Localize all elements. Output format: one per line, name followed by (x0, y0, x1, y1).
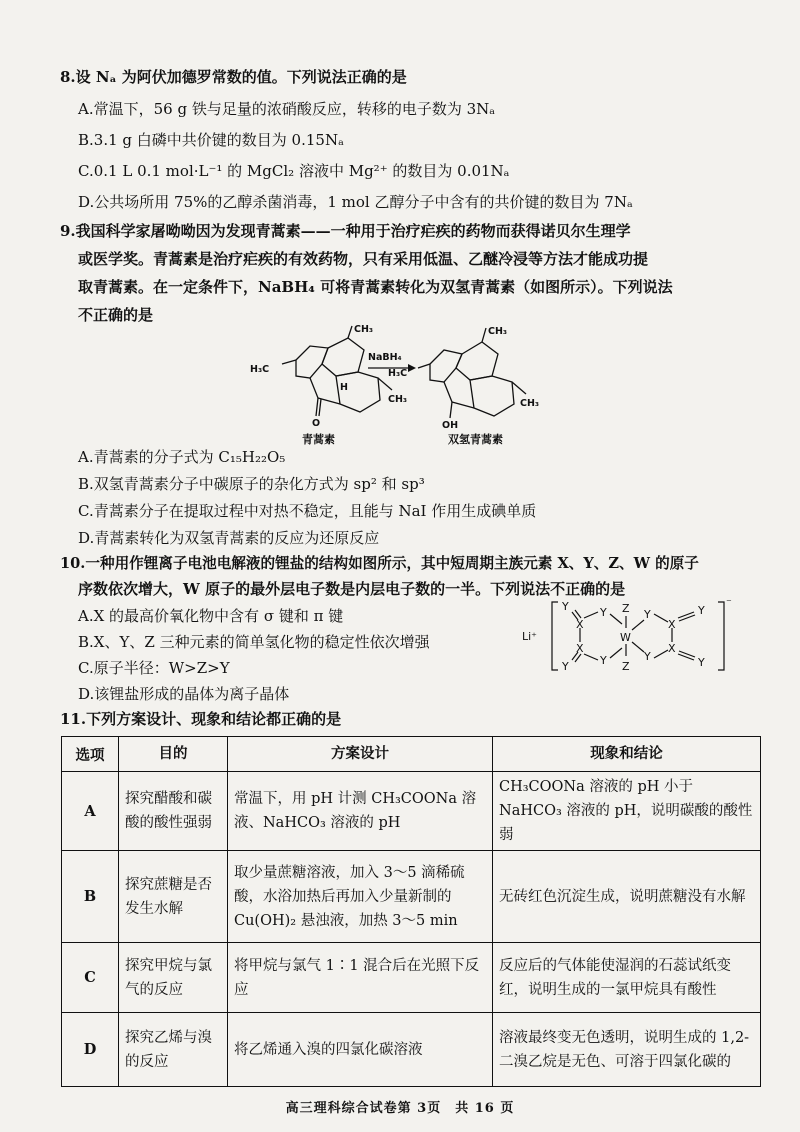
q9-option-a: A.青蒿素的分子式为 C₁₅H₂₂O₅ (78, 448, 286, 466)
q10-option-d: D.该锂盐形成的晶体为离子晶体 (78, 685, 290, 703)
q9-stem-line-3: 取青蒿素。在一定条件下，NaBH₄ 可将青蒿素转化为双氢青蒿素（如图所示）。下列说法 (78, 278, 673, 296)
left-o-label: O (312, 418, 321, 429)
row-result: 反应后的气体能使湿润的石蕊试纸变红，说明生成的一氯甲烷具有酸性 (493, 943, 761, 1013)
header-result: 现象和结论 (493, 737, 761, 772)
q11-stem: 11.下列方案设计、现象和结论都正确的是 (60, 710, 342, 728)
y-label: Y (600, 606, 607, 619)
q10-stem-line-2: 序数依次增大，W 原子的最外层电子数是内层电子数的一半。下列说法不正确的是 (78, 580, 626, 598)
table-row (62, 1013, 761, 1087)
q8-stem: 8.设 Nₐ 为阿伏加德罗常数的值。下列说法正确的是 (60, 68, 407, 86)
row-purpose: 探究蔗糖是否发生水解 (119, 851, 228, 943)
q9-option-b: B.双氢青蒿素分子中碳原子的杂化方式为 sp² 和 sp³ (78, 475, 425, 493)
q9-option-c: C.青蒿素分子在提取过程中对热不稳定，且能与 NaI 作用生成碘单质 (78, 502, 537, 520)
q10-stem-line-1: 10.一种用作锂离子电池电解液的锂盐的结构如图所示，其中短周期主族元素 X、Y、Z、W 的原子 (60, 555, 699, 572)
reagent-label: NaBH₄ (368, 352, 402, 363)
q9-option-d: D.青蒿素转化为双氢青蒿素的反应为还原反应 (78, 529, 380, 547)
lithium-salt-figure (518, 594, 738, 676)
header-option: 选项 (62, 737, 119, 772)
left-ch3-top-label: CH₃ (354, 324, 374, 335)
li-label: Li⁺ (522, 630, 537, 643)
row-result: CH₃COONa 溶液的 pH 小于 NaHCO₃ 溶液的 pH，说明碳酸的酸性弱 (493, 772, 761, 851)
y-label: Y (698, 656, 705, 669)
header-design: 方案设计 (228, 737, 493, 772)
left-h-label: H (340, 382, 348, 393)
q10-option-a: A.X 的最高价氧化物中含有 σ 键和 π 键 (78, 607, 344, 625)
q8-option-c: C.0.1 L 0.1 mol·L⁻¹ 的 MgCl₂ 溶液中 Mg²⁺ 的数目为 0.01Nₐ (78, 162, 510, 180)
left-h3c-label: H₃C (250, 364, 270, 375)
q9-stem-line-4: 不正确的是 (78, 306, 154, 324)
row-purpose: 探究乙烯与溴的反应 (119, 1013, 228, 1087)
y-label: Y (562, 600, 569, 613)
row-option: C (62, 943, 119, 1013)
page-footer: 高三理科综合试卷第 3页 共 16 页 (285, 1101, 515, 1116)
y-label: Y (644, 608, 651, 621)
right-oh-label: OH (442, 420, 459, 431)
x-label: X (668, 618, 676, 631)
row-option: B (62, 851, 119, 943)
y-label: Y (644, 650, 651, 663)
row-design: 常温下，用 pH 计测 CH₃COONa 溶液、NaHCO₃ 溶液的 pH (228, 772, 493, 851)
q11-table (61, 736, 761, 1087)
x-label: X (576, 642, 584, 655)
table-row (62, 851, 761, 943)
header-purpose: 目的 (119, 737, 228, 772)
q8-option-a: A.常温下，56 g 铁与足量的浓硝酸反应，转移的电子数为 3Nₐ (78, 100, 496, 118)
row-design: 将甲烷与氯气 1∶1 混合后在光照下反应 (228, 943, 493, 1013)
row-option: A (62, 772, 119, 851)
right-ch3-top-label: CH₃ (488, 326, 508, 337)
q8-option-b: B.3.1 g 白磷中共价键的数目为 0.15Nₐ (78, 131, 344, 149)
q10-option-b: B.X、Y、Z 三种元素的简单氢化物的稳定性依次增强 (78, 633, 430, 651)
row-result: 无砖红色沉淀生成，说明蔗糖没有水解 (493, 851, 761, 943)
row-option: D (62, 1013, 119, 1087)
artemisinin-caption: 青蒿素 (302, 433, 335, 446)
z-label: Z (622, 660, 630, 673)
table-row (62, 943, 761, 1013)
table-header-row (62, 737, 761, 772)
y-label: Y (600, 654, 607, 667)
q10-option-c: C.原子半径：W>Z>Y (78, 659, 230, 677)
y-label: Y (698, 604, 705, 617)
charge-label: ⁻ (726, 596, 732, 609)
row-purpose: 探究甲烷与氯气的反应 (119, 943, 228, 1013)
x-label: X (576, 618, 584, 631)
row-design: 取少量蔗糖溶液，加入 3～5 滴稀硫酸，水浴加热后再加入少量新制的 Cu(OH)₂ 悬浊液，加热 3～5 min (228, 851, 493, 943)
z-label: Z (622, 602, 630, 615)
artemisinin-reaction-figure (240, 320, 560, 440)
q9-stem-line-1: 9.我国科学家屠呦呦因为发现青蒿素——一种用于治疗疟疾的药物而获得诺贝尔生理学 (60, 222, 631, 240)
y-label: Y (562, 660, 569, 673)
row-result: 溶液最终变无色透明，说明生成的 1,2-二溴乙烷是无色、可溶于四氯化碳的 (493, 1013, 761, 1087)
right-ch3-right-label: CH₃ (520, 398, 540, 409)
row-design: 将乙烯通入溴的四氯化碳溶液 (228, 1013, 493, 1087)
q9-stem-line-2: 或医学奖。青蒿素是治疗疟疾的有效药物，只有采用低温、乙醚冷浸等方法才能成功提 (78, 250, 649, 268)
table-row (62, 772, 761, 851)
row-purpose: 探究醋酸和碳酸的酸性强弱 (119, 772, 228, 851)
left-ch3-right-label: CH₃ (388, 394, 408, 405)
w-label: W (620, 631, 631, 644)
dihydroartemisinin-caption: 双氢青蒿素 (448, 433, 503, 446)
q8-option-d: D.公共场所用 75%的乙醇杀菌消毒，1 mol 乙醇分子中含有的共价键的数目为 7Nₐ (78, 193, 633, 211)
right-h3c-label: H₃C (388, 368, 408, 379)
x-label: X (668, 642, 676, 655)
